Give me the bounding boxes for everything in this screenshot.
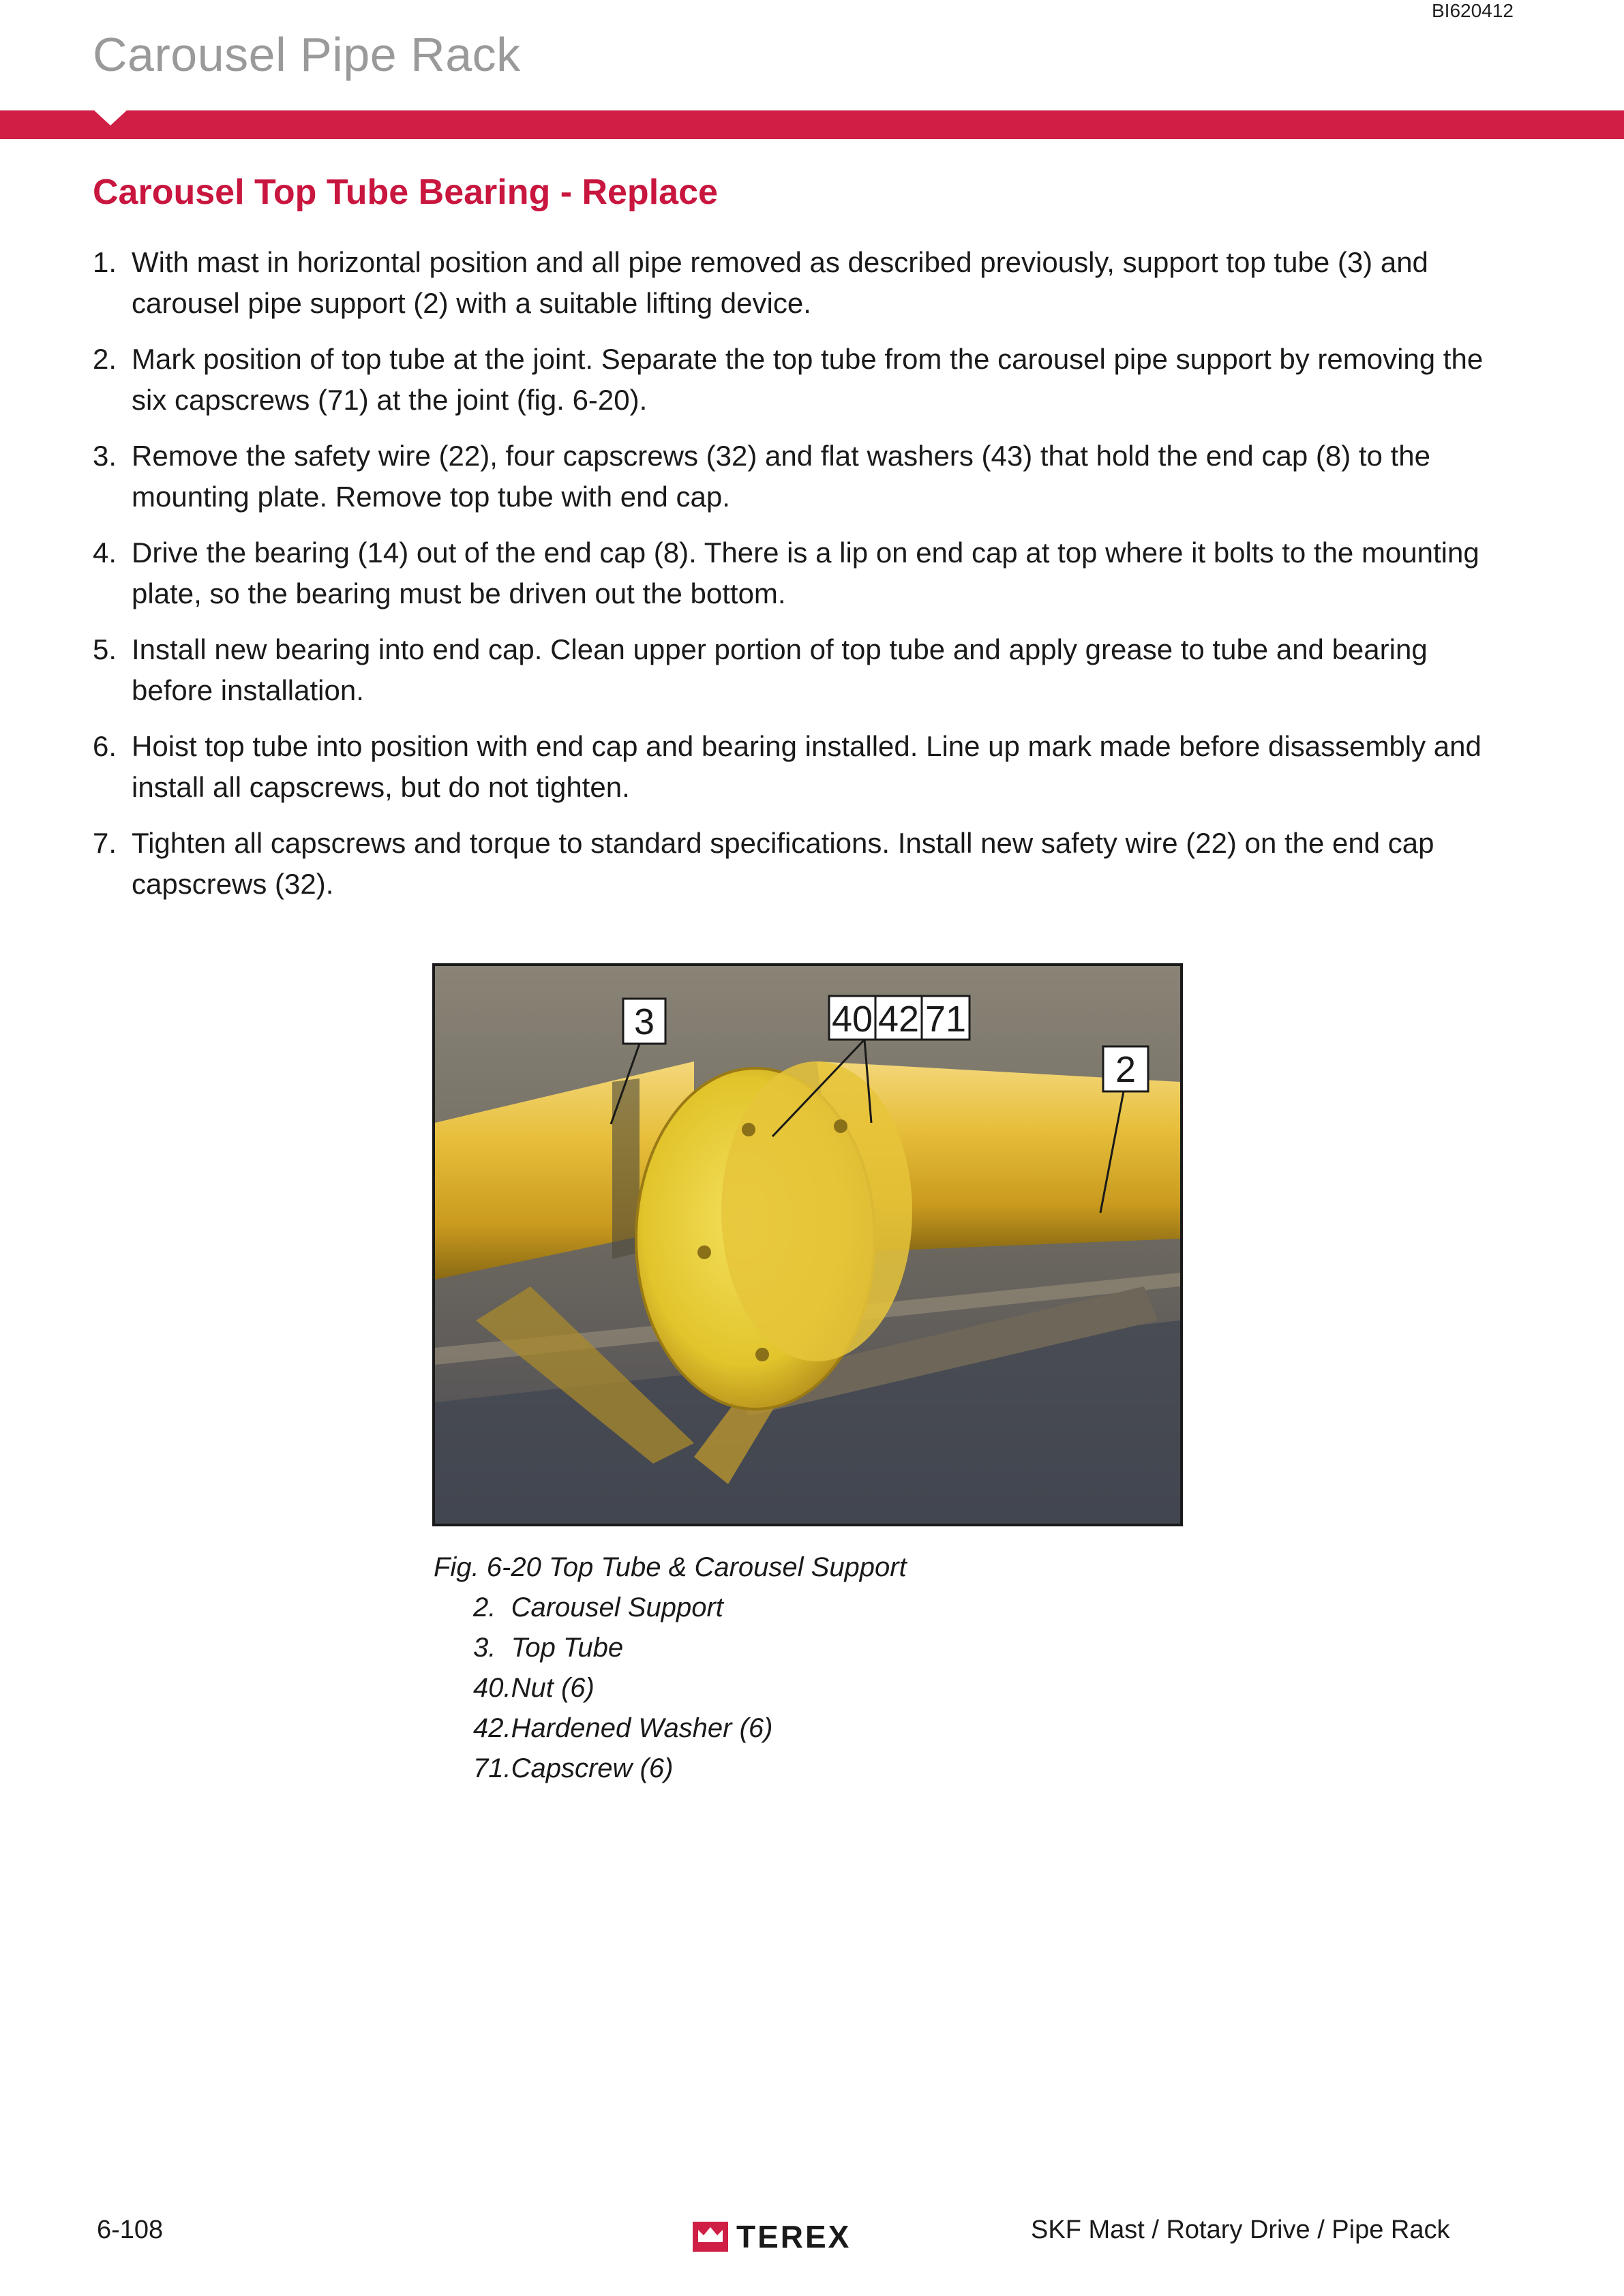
legend-number: 40.: [473, 1673, 511, 1703]
step-number: 2.: [93, 343, 117, 375]
step-text: Mark position of top tube at the joint. Separate the top tube from the carousel pipe support by removing the six capscrews (71) at the joint (fig. 6-20).: [132, 343, 1484, 416]
legend-item: [473, 1628, 907, 1668]
procedure-step: [93, 629, 1484, 711]
header-bar: [0, 110, 1624, 139]
legend-item: [473, 1668, 907, 1708]
legend-number: 2.: [473, 1592, 496, 1622]
figure-photo: [432, 963, 1183, 1526]
terex-logo: [693, 2218, 851, 2255]
step-text: Drive the bearing (14) out of the end cap (8). There is a lip on end cap at top where it bolts to the mounting plate, so the bearing must be driven out the bottom.: [132, 537, 1479, 609]
procedure-step: [93, 339, 1484, 421]
step-text: Install new bearing into end cap. Clean upper portion of top tube and apply grease to tube and bearing before installation.: [132, 633, 1428, 706]
legend-number: 71.: [473, 1753, 511, 1783]
step-text: With mast in horizontal position and all pipe removed as described previously, support top tube (3) and carousel pipe support (2) with a suitable lifting device.: [132, 246, 1428, 319]
procedure-steps: [93, 242, 1484, 920]
step-text: Tighten all capscrews and torque to standard specifications. Install new safety wire (22) on the end cap capscrews (32).: [132, 827, 1434, 900]
legend-label: Top Tube: [511, 1633, 624, 1663]
page-number: 6-108: [97, 2216, 164, 2244]
document-id: BI620412: [1432, 0, 1514, 21]
legend-item: [473, 1708, 907, 1749]
figure-legend: [473, 1588, 907, 1789]
callout-42-label: 42: [877, 999, 920, 1040]
header-notch: [93, 109, 128, 125]
step-text: Remove the safety wire (22), four capscrews (32) and flat washers (43) that hold the end cap (8) to the mounting plate. Remove top tube with end cap.: [132, 440, 1430, 513]
step-number: 5.: [93, 633, 117, 665]
procedure-step: [93, 242, 1484, 324]
terex-crown-icon: [693, 2222, 728, 2252]
procedure-step: [93, 532, 1484, 614]
step-text: Hoist top tube into position with end cap and bearing installed. Line up mark made before disassembly and install all capscrews, but do not tighten.: [132, 730, 1482, 803]
step-number: 1.: [93, 246, 117, 278]
legend-number: 42.: [473, 1713, 511, 1743]
legend-number: 3.: [473, 1633, 496, 1663]
legend-item: [473, 1588, 907, 1628]
figure-caption: [434, 1547, 907, 1789]
legend-label: Hardened Washer (6): [511, 1713, 773, 1743]
logo-wordmark: TEREX: [736, 2219, 852, 2254]
callout-71-label: 71: [924, 999, 967, 1040]
legend-label: Carousel Support: [511, 1592, 723, 1622]
callout-3-label: 3: [633, 1001, 655, 1042]
legend-label: Capscrew (6): [511, 1753, 674, 1783]
capscrew-head: [755, 1348, 769, 1361]
capscrew-head: [834, 1119, 847, 1133]
legend-item: [473, 1749, 907, 1789]
capscrew-head: [742, 1123, 755, 1136]
callout-40-label: 40: [831, 999, 873, 1040]
section-title: Carousel Pipe Rack: [93, 28, 521, 81]
legend-label: Nut (6): [511, 1673, 595, 1703]
step-number: 7.: [93, 827, 117, 859]
capscrew-head: [697, 1245, 711, 1259]
procedure-heading: Carousel Top Tube Bearing - Replace: [93, 172, 718, 212]
top-tube-photo-illustration: [435, 966, 1180, 1524]
step-number: 6.: [93, 730, 117, 762]
procedure-step: [93, 726, 1484, 808]
step-number: 4.: [93, 537, 117, 569]
step-number: 3.: [93, 440, 117, 472]
flange-hub: [721, 1061, 912, 1361]
figure-caption-title: Fig. 6-20 Top Tube & Carousel Support: [434, 1552, 907, 1582]
callout-2-label: 2: [1115, 1049, 1137, 1090]
chapter-title: SKF Mast / Rotary Drive / Pipe Rack: [1031, 2216, 1450, 2244]
procedure-step: [93, 436, 1484, 517]
procedure-step: [93, 823, 1484, 905]
